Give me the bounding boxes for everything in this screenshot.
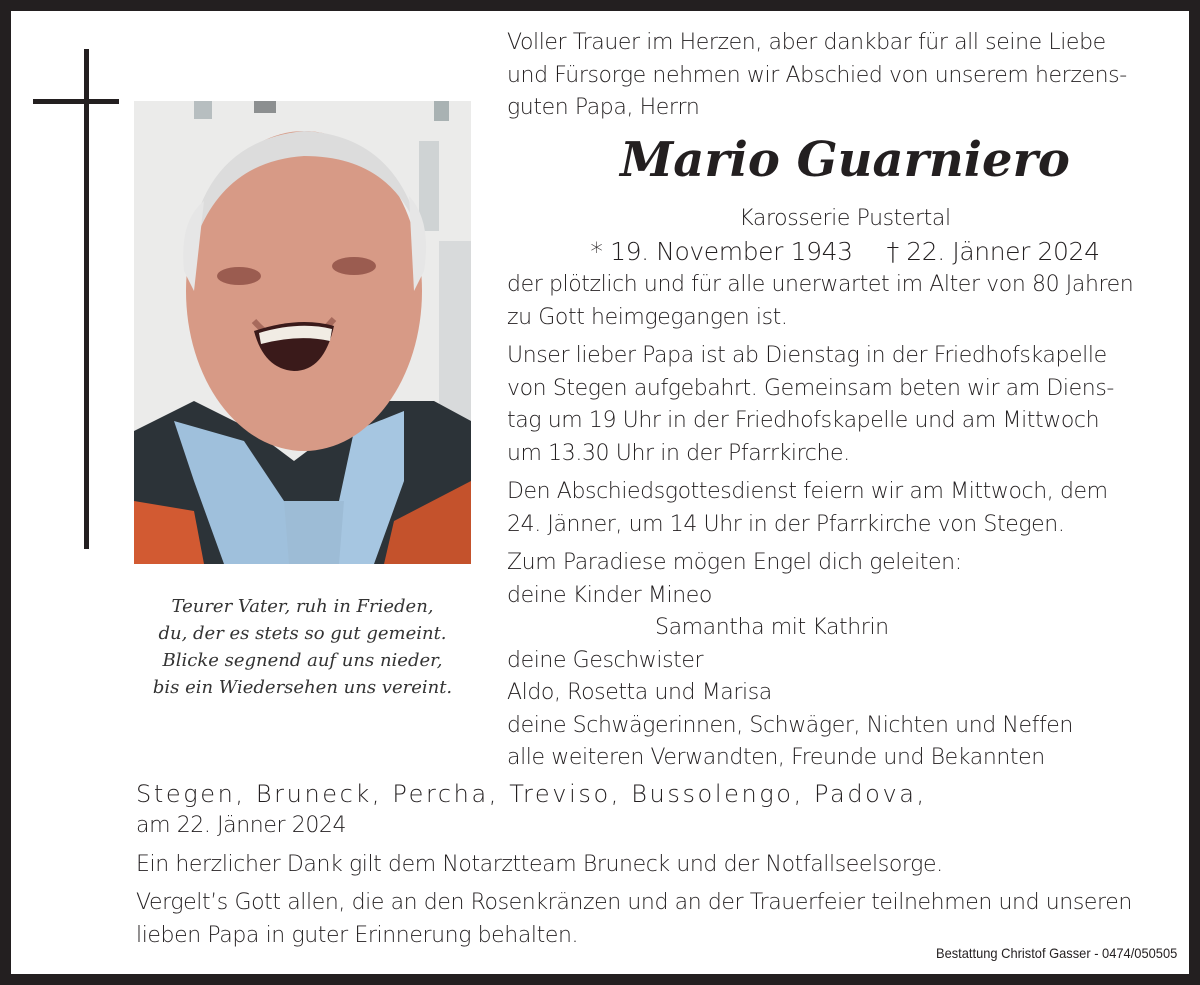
thanks-line: Ein herzlicher Dank gilt dem Notarztteam Bruneck und der Notfallseelsorge.	[136, 851, 943, 877]
mourners-children-second: Samantha mit Kathrin	[655, 615, 889, 640]
passing-line: zu Gott heimgegangen ist.	[507, 304, 788, 330]
memorial-poem	[134, 593, 471, 701]
portrait-image	[134, 101, 471, 564]
viewing-line: Unser lieber Papa ist ab Dienstag in der Friedhofskapelle	[507, 343, 1107, 368]
portrait-photo	[134, 101, 471, 564]
poem-line: Blicke segnend auf uns nieder,	[162, 650, 443, 671]
deceased-name: Mario Guarniero	[620, 131, 1070, 188]
mourners-others: alle weiteren Verwandten, Freunde und Bekannten	[507, 745, 1045, 770]
gratitude-line: lieben Papa in guter Erinnerung behalten.	[136, 922, 579, 948]
intro-line: Voller Trauer im Herzen, aber dankbar für all seine Liebe	[507, 30, 1106, 55]
places-line: Stegen, Bruneck, Percha, Treviso, Bussolengo, Padova,	[136, 780, 927, 808]
mourners-in-laws: deine Schwägerinnen, Schwäger, Nichten und Neffen	[507, 712, 1073, 738]
cross-icon-horizontal	[33, 99, 119, 104]
passing-line: der plötzlich und für alle unerwartet im Alter von 80 Jahren	[507, 272, 1134, 297]
death-date: † 22. Jänner 2024	[886, 237, 1100, 266]
life-dates	[507, 235, 1183, 269]
mourners-intro: Zum Paradiese mögen Engel dich geleiten:	[507, 550, 962, 575]
deceased-affiliation: Karosserie Pustertal	[739, 205, 951, 231]
funeral-home-credit: Bestattung Christof Gasser - 0474/050505	[935, 945, 1177, 961]
cross-icon-vertical	[84, 49, 89, 549]
poem-line: Teurer Vater, ruh in Frieden,	[171, 596, 434, 617]
obituary-notice	[11, 11, 1189, 974]
mourners-children: deine Kinder Mineo	[507, 582, 712, 608]
poem-line: du, der es stets so gut gemeint.	[158, 623, 447, 644]
service-line: Den Abschiedsgottesdienst feiern wir am Mittwoch, dem	[507, 479, 1108, 504]
main-text-column	[507, 27, 1183, 775]
mourners-siblings: Aldo, Rosetta und Marisa	[507, 680, 772, 705]
intro-line: und Fürsorge nehmen wir Abschied von unserem herzens-	[507, 62, 1127, 88]
gratitude-line: Vergelt’s Gott allen, die an den Rosenkränzen und an der Trauerfeier teilnehmen und unseren	[136, 890, 1132, 915]
viewing-line: um 13.30 Uhr in der Pfarrkirche.	[507, 440, 850, 466]
closing-section	[136, 779, 1186, 952]
closing-date: am 22. Jänner 2024	[136, 813, 347, 838]
viewing-line: von Stegen aufgebahrt. Gemeinsam beten wir am Diens-	[507, 375, 1114, 401]
birth-date: * 19. November 1943	[590, 237, 853, 266]
viewing-line: tag um 19 Uhr in der Friedhofskapelle und am Mittwoch	[507, 408, 1100, 433]
service-line: 24. Jänner, um 14 Uhr in der Pfarrkirche von Stegen.	[507, 511, 1065, 537]
intro-line: guten Papa, Herrn	[507, 95, 700, 120]
poem-line: bis ein Wiedersehen uns vereint.	[152, 677, 453, 698]
mourners-siblings-label: deine Geschwister	[507, 647, 704, 673]
